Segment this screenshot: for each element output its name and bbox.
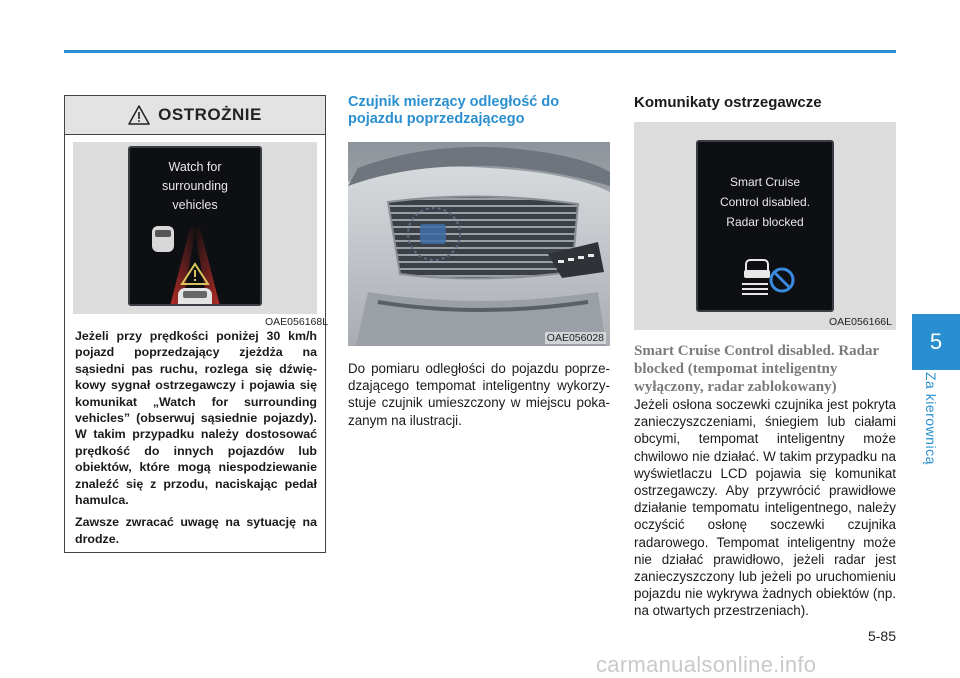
radar-blocked-icon [740,256,796,296]
figure-code: OAE056168L [265,316,329,328]
chapter-tab: 5 [912,314,960,370]
warning-triangle-icon [128,105,150,125]
warning-figure [73,142,317,314]
figure-code: OAE056166L [828,316,892,328]
messages-text: Jeżeli osłona soczewki czujnika jest pokryta zanieczyszczeniami, śniegiem lub ciałami obcymi, tempomat inteligentny może chwilowo nie działać. W takim przypadku na wyświetlaczu LCD pojawia się komunikat ostrzegawczy. Aby przywrócić prawidłowe działanie tempomatu inteligentnego, należy oczyścić osłonę soczewki czujnika radarowego. Tempomat inteligentny może nie działać prawidłowo, jeżeli radar jest zanieczyszczony lub jeżeli po uruchomieniu pojazdu nie wykrywa żadnych obiektów (np. na otwartych przestrzeniach). [634,397,896,619]
warning-header [65,96,325,135]
warning-text: Jeżeli przy prędkości poniżej 30 km/h pojazd poprzedzający zjeżdża na sąsiedni pas ruchu, rozlega się dźwiękowy sygnał ostrzegawczy i pojawia się komunikat „Watch for surrounding vehicles” (obserwuj sąsiednie pojazdy). W takim przypadku należy dostosować prędkość do innych pojazdów lub obiektów, które mogą niespodziewanie znaleźć się z przodu, naciskając pedał hamulca. Zawsze zwracać uwagę na sytuację na drodze. [75,329,317,546]
cluster-display-watch-vehicles [128,146,262,306]
chapter-label: Za kierownicą [923,372,939,465]
section-heading-messages: Komunikaty ostrzegawcze [634,94,822,111]
messages-figure [634,122,896,330]
car-front-photo [348,142,610,346]
warning-title: OSTROŻNIE [158,105,262,124]
top-rule [64,50,896,53]
section-heading-sensor: Czujnik mierzący odległość do pojazdu poprzedzającego [348,94,560,127]
road-graphic-icon [130,218,260,306]
car-front-image [348,142,610,346]
display-message: Watch for surrounding vehicles [161,160,228,212]
watermark: carmanualsonline.info [596,652,817,677]
warning-box [64,95,329,553]
display-message: Smart Cruise Control disabled. Radar blocked [719,175,811,229]
message-subheading: Smart Cruise Control disabled. Radar blocked (tempomat inteligentny wyłączony, radar zablokowany) [634,343,880,395]
cluster-display-radar-blocked [696,140,834,312]
photo-code: OAE056028 [546,332,604,344]
sensor-text: Do pomiaru odległości do pojazdu poprzedzającego tempomat inteligentny wykorzystuje czujnik umieszczony w miejscu pokazanym na ilustracji. [348,361,610,428]
page-number: 5-85 [867,628,896,644]
